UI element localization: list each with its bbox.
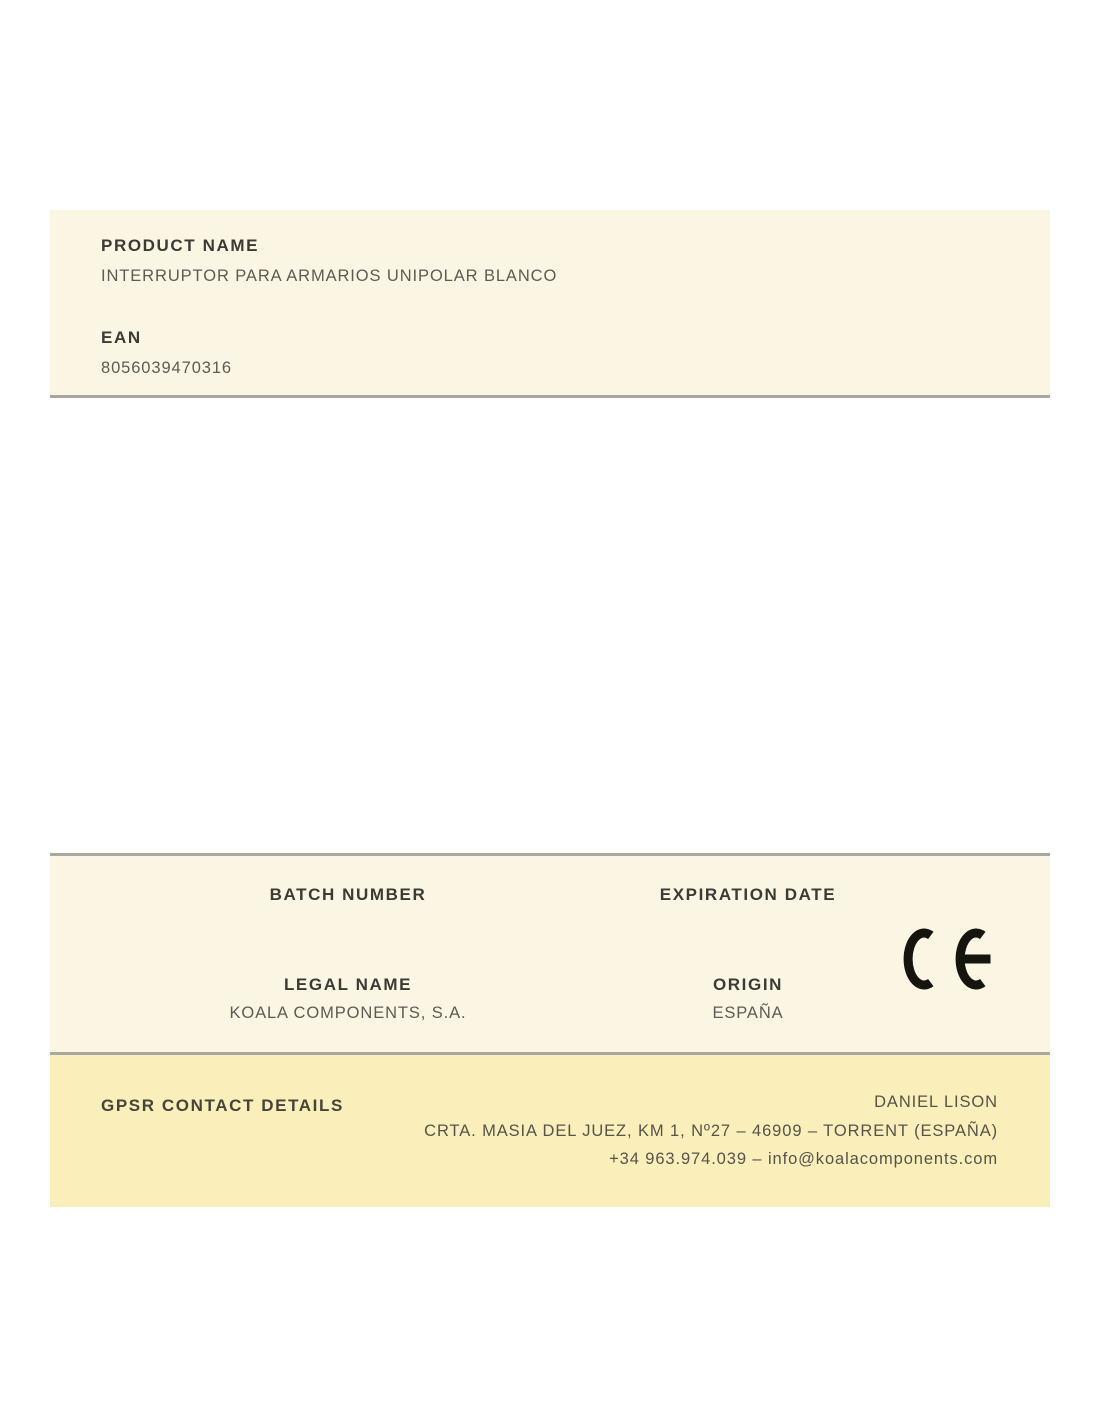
ean-value: 8056039470316 — [101, 359, 232, 377]
origin-value: ESPAÑA — [712, 1004, 784, 1022]
gpsr-phone-email: +34 963.974.039 – info@koalacomponents.com — [609, 1150, 998, 1168]
product-name-label: PRODUCT NAME — [101, 236, 260, 255]
gpsr-contact-block — [424, 1088, 998, 1174]
compliance-right-column — [548, 886, 948, 1022]
legal-name-label: LEGAL NAME — [283, 975, 413, 994]
legal-name-value: KOALA COMPONENTS, S.A. — [229, 1004, 467, 1022]
ean-label: EAN — [101, 328, 142, 347]
product-name-value: INTERRUPTOR PARA ARMARIOS UNIPOLAR BLANCO — [101, 267, 558, 285]
expiration-date-label: EXPIRATION DATE — [659, 885, 837, 904]
gpsr-address: CRTA. MASIA DEL JUEZ, KM 1, Nº27 – 46909 – TORRENT (ESPAÑA) — [424, 1121, 998, 1140]
product-section — [50, 210, 1050, 398]
origin-label: ORIGIN — [712, 975, 784, 994]
compliance-section — [50, 853, 1050, 1055]
gpsr-contact-name: DANIEL LISON — [874, 1093, 998, 1111]
gpsr-contact-details-label: GPSR CONTACT DETAILS — [101, 1096, 344, 1115]
batch-number-label: BATCH NUMBER — [269, 885, 427, 904]
compliance-left-column — [148, 886, 548, 1022]
ce-mark-icon — [903, 928, 995, 990]
gpsr-section — [50, 1055, 1050, 1207]
